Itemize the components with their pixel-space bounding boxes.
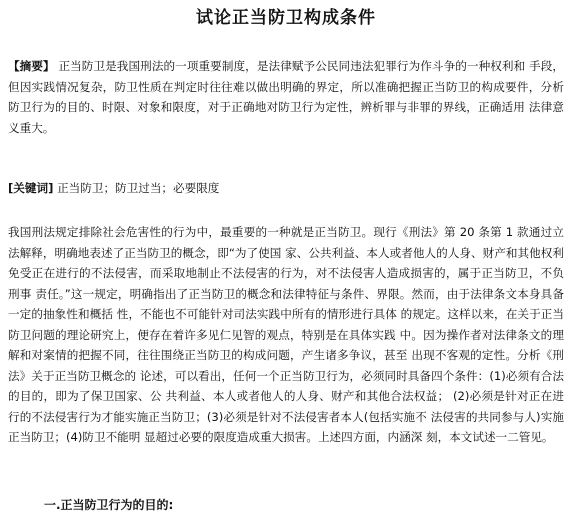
keywords-line bbox=[8, 178, 564, 199]
section-heading: 一.正当防卫行为的目的: bbox=[44, 498, 174, 512]
body-paragraph: 我国刑法规定排除社会危害性的行为中，最重要的一种就是正当防卫。现行《刑法》第 20 条第 1 款通过立 法解释，明确地表述了正当防卫的概念，即“为了使国 家、公共利益、本人或者他人的人身、财产和其他权利免受正在进行的不法侵害，而采取地制止不法侵害的行为，对不法侵害人造成损害的，属于正当防卫，不负刑事 责任。”这一规定，明确指出了正当防卫的概念和法律特征与条件、界限。然而，由于法律条文本身具备一定的抽象性和概括 性，不能也不可能针对司法实践中所有的情形进行具体 的规定。这样以来，在关于正当防卫问题的理论研究上，便存在着许多见仁见智的观点，特别是在具体实践 中。因为操作者对法律条文的理解和对案情的把握不同，往往围绕正当防卫的构成问题，产生诸多争议，甚至 出现不客观的定性。分析《刑法》关于正当防卫概念的 论述，可以看出，任何一个正当防卫行为，必须同时具备四个条件：(1)必须有合法的目的，即为了保卫国家、公 共利益、本人或者他人的人身、财产和其他合法权益； (2)必须是针对正在进行的不法侵害行为才能实施正当防卫；(3)必须是针对不法侵害者本人(包括实施不 法侵害的共同参与人)实施正当防卫；(4)防卫不能明 显超过必要的限度造成重大损害。上述四方面，内涵深 刻，本文试述一二管见。 bbox=[8, 225, 564, 444]
keywords-text: 正当防卫；防卫过当；必要限度 bbox=[57, 181, 220, 195]
abstract-label: 【摘要】 bbox=[8, 59, 55, 73]
abstract-text: 正当防卫是我国刑法的一项重要制度，是法律赋予公民同违法犯罪行为作斗争的一种权利和 手段，但因实践情况复杂，防卫性质在判定时往往难以做出明确的界定，所以准确把握正当防卫的构成要件，分析防卫行为的目的、时限、对象和限度，对于正确地对防卫行为定性，辨析罪与非罪的界线，正确适用 法律意义重大。 bbox=[8, 59, 564, 135]
keywords-label: [关键词] bbox=[8, 181, 54, 195]
abstract-paragraph bbox=[8, 56, 564, 138]
document-title: 试论正当防卫构成条件 bbox=[196, 8, 376, 28]
